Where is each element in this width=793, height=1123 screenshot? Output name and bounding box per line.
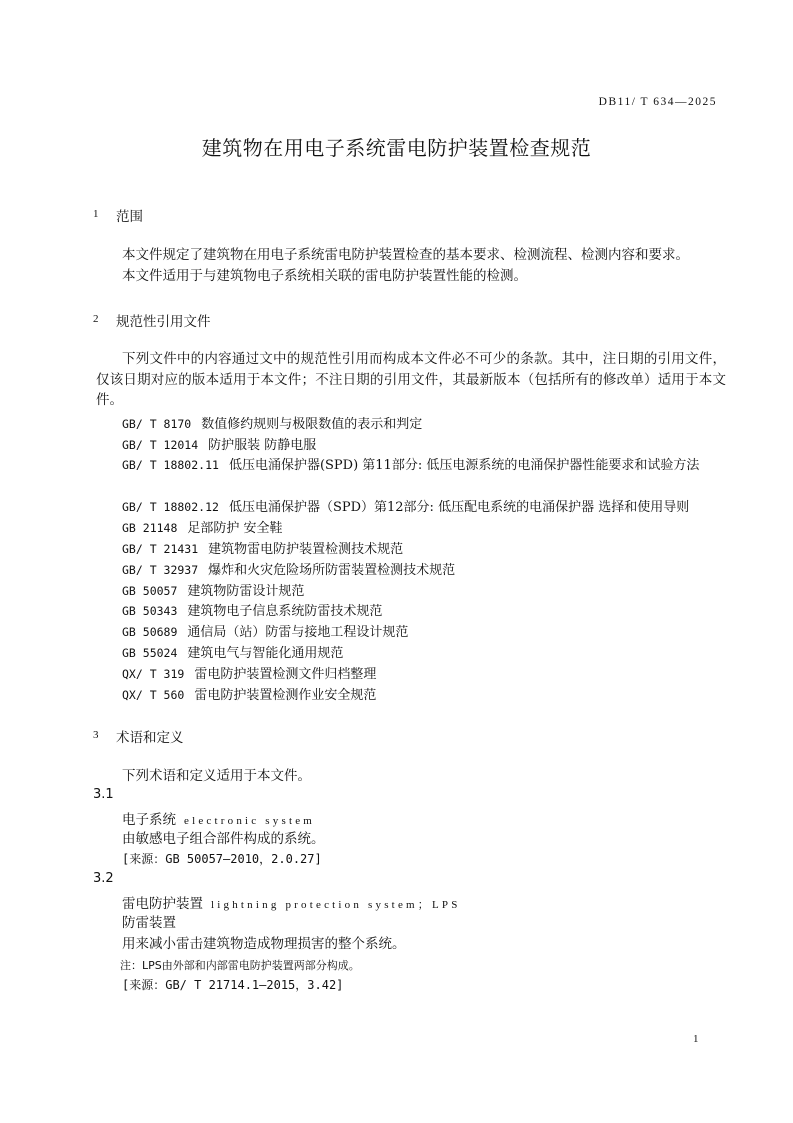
reference-item xyxy=(122,642,343,661)
reference-title: 雷电防护装置检测文件归档整理 xyxy=(194,667,377,682)
reference-title: 爆炸和火灾危险场所防雷装置检测技术规范 xyxy=(208,563,456,578)
reference-title: 足部防护 安全鞋 xyxy=(187,521,283,536)
section-3-intro: 下列术语和定义适用于本文件。 xyxy=(122,768,311,784)
term-definition: 由敏感电子组合部件构成的系统。 xyxy=(122,831,325,847)
section-2-intro: 下列文件中的内容通过文中的规范性引用而构成本文件必不可少的条款。其中，注日期的引用文件，仅该日期对应的版本适用于本文件；不注日期的引用文件，其最新版本（包括所有的修改单）适用于本文件。 xyxy=(96,351,726,409)
reference-code: GB 55024 xyxy=(122,646,178,660)
section-3-title: 术语和定义 xyxy=(116,730,184,746)
reference-code: GB/ T 21431 xyxy=(122,542,199,556)
reference-code: QX/ T 319 xyxy=(122,667,185,681)
reference-item xyxy=(122,413,422,432)
reference-code: GB/ T 8170 xyxy=(122,417,192,431)
term-alt: 防雷装置 xyxy=(122,915,176,931)
term-source: [来源：GB 50057—2010，2.0.27] xyxy=(122,852,322,866)
reference-title: 建筑电气与智能化通用规范 xyxy=(187,646,344,661)
reference-item xyxy=(122,580,304,599)
reference-code: GB/ T 12014 xyxy=(122,438,199,452)
reference-item xyxy=(122,684,376,703)
section-2-title: 规范性引用文件 xyxy=(116,314,211,330)
section-1-number: 1 xyxy=(93,208,99,220)
reference-title: 低压电涌保护器（SPD）第12部分: 低压配电系统的电涌保护器 选择和使用导则 xyxy=(228,500,690,515)
reference-code: GB/ T 18802.12 xyxy=(122,500,219,514)
standard-code: DB11/ T 634—2025 xyxy=(598,96,717,108)
term-number: 3.1 xyxy=(93,787,114,802)
reference-item xyxy=(122,434,316,453)
reference-title: 建筑物防雷设计规范 xyxy=(187,584,305,599)
reference-title: 雷电防护装置检测作业安全规范 xyxy=(194,688,377,703)
reference-item xyxy=(96,455,726,477)
term-en: lightning protection system；LPS xyxy=(211,899,461,911)
document-title: 建筑物在用电子系统雷电防护装置检查规范 xyxy=(201,136,592,160)
term-definition: 用来减小雷击建筑物造成物理损害的整个系统。 xyxy=(122,936,406,952)
reference-item xyxy=(122,517,283,536)
term-source: [来源：GB/ T 21714.1—2015，3.42] xyxy=(122,978,344,992)
reference-title: 防护服装 防静电服 xyxy=(208,438,317,453)
reference-item xyxy=(122,538,403,557)
section-2-number: 2 xyxy=(93,313,99,325)
reference-title: 通信局（站）防雷与接地工程设计规范 xyxy=(187,625,409,640)
reference-code: GB/ T 18802.11 xyxy=(122,458,219,472)
term-note: 注：LPS由外部和内部雷电防护装置两部分构成。 xyxy=(120,959,360,972)
reference-item xyxy=(122,559,455,578)
reference-code: GB 50689 xyxy=(122,625,178,639)
term-zh: 雷电防护装置 xyxy=(122,896,203,912)
reference-title: 建筑物雷电防护装置检测技术规范 xyxy=(208,542,404,557)
section-1-paragraph: 本文件规定了建筑物在用电子系统雷电防护装置检查的基本要求、检测流程、检测内容和要求。 xyxy=(122,247,689,263)
reference-item xyxy=(122,663,376,682)
term-heading xyxy=(122,808,315,828)
section-1-paragraph: 本文件适用于与建筑物电子系统相关联的雷电防护装置性能的检测。 xyxy=(122,268,527,284)
reference-item xyxy=(122,600,382,619)
reference-code: GB 50057 xyxy=(122,584,178,598)
reference-title: 数值修约规则与极限数值的表示和判定 xyxy=(201,417,423,432)
reference-item xyxy=(122,621,408,640)
term-heading xyxy=(122,892,461,912)
reference-code: GB 21148 xyxy=(122,521,178,535)
term-en: electronic system xyxy=(184,815,316,827)
section-1-title: 范围 xyxy=(116,209,143,225)
section-3-number: 3 xyxy=(93,729,99,741)
reference-code: GB 50343 xyxy=(122,604,178,618)
page-number: 1 xyxy=(693,1033,699,1045)
term-number: 3.2 xyxy=(93,871,114,886)
term-zh: 电子系统 xyxy=(122,812,176,828)
reference-title: 低压电涌保护器(SPD) 第11部分: 低压电源系统的电涌保护器性能要求和试验方法 xyxy=(228,458,700,473)
reference-title: 建筑物电子信息系统防雷技术规范 xyxy=(187,604,383,619)
reference-item xyxy=(122,496,689,515)
reference-code: QX/ T 560 xyxy=(122,688,185,702)
reference-code: GB/ T 32937 xyxy=(122,563,199,577)
